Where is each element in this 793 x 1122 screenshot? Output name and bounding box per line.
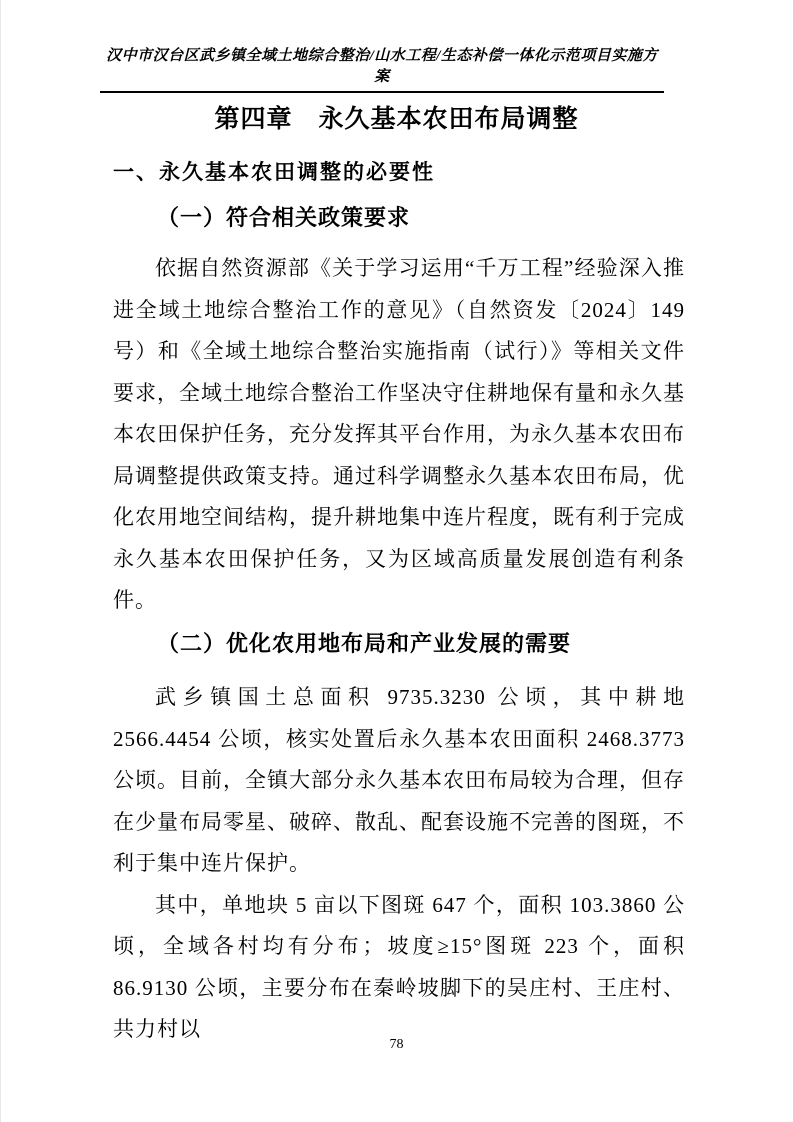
subsection-heading-2: （二）优化农用地布局和产业发展的需要 <box>157 631 572 656</box>
paragraph-block-2 <box>113 677 685 1051</box>
body-paragraph: 其中，单地块 5 亩以下图斑 647 个，面积 103.3860 公顷，全域各村均有分布；坡度≥15°图斑 223 个，面积 86.9130 公顷，主要分布在秦岭坡脚下的吴庄村、王庄村、共力村以 <box>113 892 685 1041</box>
body-paragraph: 武乡镇国土总面积 9735.3230 公顷，其中耕地 2566.4454 公顷，核实处置后永久基本农田面积 2468.3773 公顷。目前，全镇大部分永久基本农田布局较为合理，但存在少量布局零星、破碎、散乱、配套设施不完善的图斑，不利于集中连片保护。 <box>113 685 685 875</box>
subsection-heading-1: （一）符合相关政策要求 <box>157 205 411 230</box>
section-heading: 一、永久基本农田调整的必要性 <box>113 160 435 184</box>
page-number: 78 <box>389 1037 404 1052</box>
paragraph-block-1 <box>113 248 685 622</box>
chapter-title: 第四章 永久基本农田布局调整 <box>214 105 579 133</box>
body-paragraph: 依据自然资源部《关于学习运用“千万工程”经验深入推进全域土地综合整治工作的意见》（自然资发〔2024〕149号）和《全域土地综合整治实施指南（试行）》等相关文件要求，全域土地综合整治工作坚决守住耕地保有量和永久基本农田保护任务，充分发挥其平台作用，为永久基本农田布局调整提供政策支持。通过科学调整永久基本农田布局，优化农用地空间结构，提升耕地集中连片程度，既有利于完成永久基本农田保护任务，又为区域高质量发展创造有利条件。 <box>113 256 685 612</box>
page-header: 汉中市汉台区武乡镇全域土地综合整治/山水工程/生态补偿一体化示范项目实施方案 <box>100 44 664 93</box>
